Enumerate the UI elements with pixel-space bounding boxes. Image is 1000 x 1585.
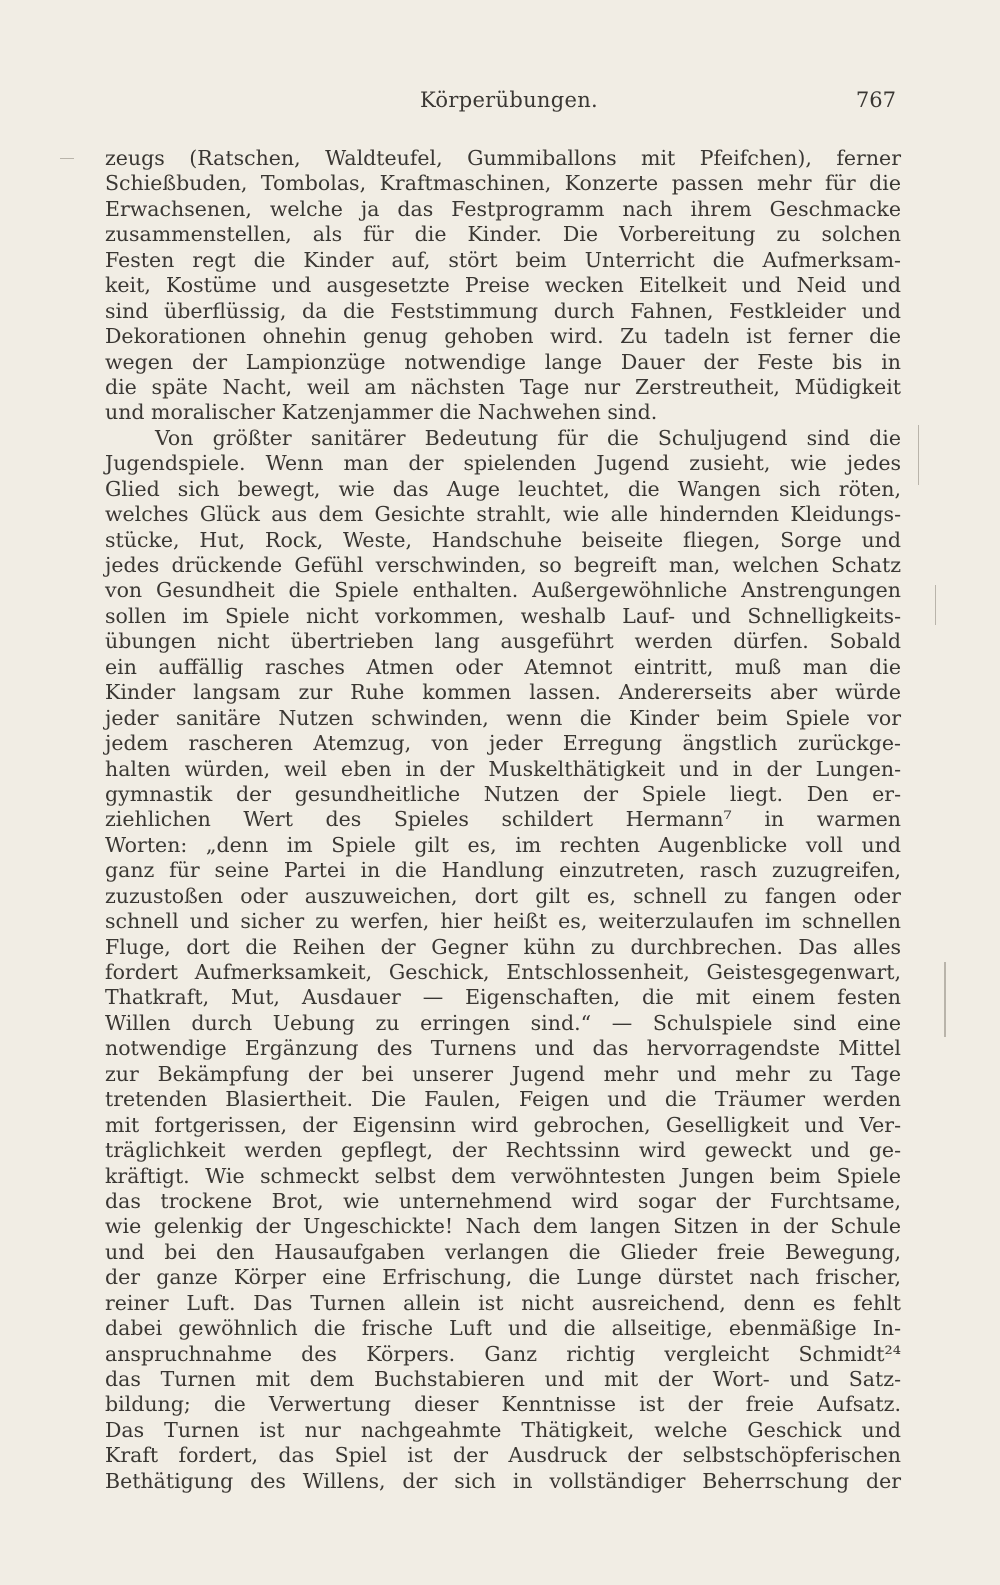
text-line: notwendige Ergänzung des Turnens und das hervorragendste Mittel	[105, 1036, 901, 1061]
text-line: ganz für seine Partei in die Handlung einzutreten, rasch zuzugreifen,	[105, 858, 901, 883]
page-number: 767	[855, 88, 896, 112]
text-line: Das Turnen ist nur nachgeahmte Thätigkeit, welche Geschick und	[105, 1417, 901, 1442]
text-line: der ganze Körper eine Erfrischung, die Lunge dürstet nach frischer,	[105, 1265, 901, 1290]
text-line: ziehlichen Wert des Spieles schildert Hermann⁷ in warmen	[105, 807, 901, 832]
text-line: zur Bekämpfung der bei unserer Jugend mehr und mehr zu Tage	[105, 1061, 901, 1086]
text-line: die späte Nacht, weil am nächsten Tage nur Zerstreutheit, Müdigkeit	[105, 374, 901, 399]
text-line: tretenden Blasiertheit. Die Faulen, Feigen und die Träumer werden	[105, 1087, 901, 1112]
text-line: fordert Aufmerksamkeit, Geschick, Entschlossenheit, Geistesgegenwart,	[105, 960, 901, 984]
text-line: Kinder langsam zur Ruhe kommen lassen. Andererseits aber würde	[105, 680, 901, 705]
text-line: zeugs (Ratschen, Waldteufel, Gummiballons mit Pfeifchen), ferner	[105, 146, 901, 170]
text-line: wie gelenkig der Ungeschickte! Nach dem langen Sitzen in der Schule	[105, 1214, 901, 1239]
margin-line-right-1	[918, 425, 919, 485]
margin-line-right-2	[935, 585, 936, 625]
margin-tick-top	[60, 158, 74, 159]
text-line: Jugendspiele. Wenn man der spielenden Jugend zusieht, wie jedes	[105, 451, 901, 476]
text-line: Erwachsenen, welche ja das Festprogramm nach ihrem Geschmacke	[105, 196, 901, 221]
text-line: kräftigt. Wie schmeckt selbst dem verwöhntesten Jungen beim Spiele	[105, 1163, 901, 1188]
text-line: das trockene Brot, wie unternehmend wird sogar der Furchtsame,	[105, 1188, 901, 1213]
text-line: Bethätigung des Willens, der sich in vollständiger Beherrschung der	[105, 1468, 901, 1493]
body-text	[105, 146, 901, 1494]
text-line: dabei gewöhnlich die frische Luft und die allseitige, ebenmäßige In-	[105, 1316, 901, 1341]
text-line: welches Glück aus dem Gesichte strahlt, wie alle hindernden Kleidungs-	[105, 502, 901, 527]
text-line: wegen der Lampionzüge notwendige lange Dauer der Feste bis in	[105, 349, 901, 374]
text-line: Fluge, dort die Reihen der Gegner kühn zu durchbrechen. Das alles	[105, 934, 901, 959]
text-line: träglichkeit werden gepflegt, der Rechtssinn wird geweckt und ge-	[105, 1138, 901, 1163]
text-line: und moralischer Katzenjammer die Nachwehen sind.	[105, 400, 658, 425]
text-line: jedes drückende Gefühl verschwinden, so begreift man, welchen Schatz	[105, 553, 901, 577]
text-line: halten würden, weil eben in der Muskelthätigkeit und in der Lungen-	[105, 756, 901, 781]
text-line: zusammenstellen, als für die Kinder. Die Vorbereitung zu solchen	[105, 222, 901, 247]
text-line: anspruchnahme des Körpers. Ganz richtig vergleicht Schmidt²⁴	[105, 1341, 901, 1366]
text-line: Glied sich bewegt, wie das Auge leuchtet, die Wangen sich röten,	[105, 476, 901, 501]
page-header	[0, 88, 1000, 118]
text-line: keit, Kostüme und ausgesetzte Preise wecken Eitelkeit und Neid und	[105, 273, 901, 298]
text-line: ein auffällig rasches Atmen oder Atemnot eintritt, muß man die	[105, 654, 901, 679]
text-line: das Turnen mit dem Buchstabieren und mit der Wort- und Satz-	[105, 1367, 901, 1391]
text-line: Festen regt die Kinder auf, stört beim Unterricht die Aufmerksam-	[105, 247, 901, 272]
text-line: Willen durch Uebung zu erringen sind.“ — Schulspiele sind eine	[105, 1010, 901, 1035]
text-line: jeder sanitäre Nutzen schwinden, wenn die Kinder beim Spiele vor	[105, 705, 901, 730]
text-line: jedem rascheren Atemzug, von jeder Erregung ängstlich zurückge-	[105, 731, 901, 756]
text-line: Von größter sanitärer Bedeutung für die Schuljugend sind die	[155, 425, 901, 450]
text-line: bildung; die Verwertung dieser Kenntnisse ist der freie Aufsatz.	[105, 1392, 901, 1417]
text-line: von Gesundheit die Spiele enthalten. Außergewöhnliche Anstrengungen	[105, 578, 901, 603]
text-line: Dekorationen ohnehin genug gehoben wird. Zu tadeln ist ferner die	[105, 324, 901, 349]
text-line: schnell und sicher zu werfen, hier heißt es, weiterzulaufen im schnellen	[105, 909, 901, 934]
text-line: Schießbuden, Tombolas, Kraftmaschinen, Konzerte passen mehr für die	[105, 171, 901, 196]
text-line: und bei den Hausaufgaben verlangen die Glieder freie Bewegung,	[105, 1239, 901, 1264]
text-line: Worten: „denn im Spiele gilt es, im rechten Augenblicke voll und	[105, 832, 901, 857]
text-line: übungen nicht übertrieben lang ausgeführt werden dürfen. Sobald	[105, 629, 901, 654]
text-line: Thatkraft, Mut, Ausdauer — Eigenschaften, die mit einem festen	[105, 985, 901, 1010]
text-line: reiner Luft. Das Turnen allein ist nicht ausreichend, denn es fehlt	[105, 1290, 901, 1315]
margin-line-right-3	[944, 962, 946, 1037]
text-line: sind überflüssig, da die Feststimmung durch Fahnen, Festkleider und	[105, 298, 901, 323]
text-line: sollen im Spiele nicht vorkommen, weshalb Lauf- und Schnelligkeits-	[105, 603, 901, 628]
text-line: stücke, Hut, Rock, Weste, Handschuhe beiseite fliegen, Sorge und	[105, 527, 901, 552]
text-line: zuzustoßen oder auszuweichen, dort gilt es, schnell zu fangen oder	[105, 883, 901, 908]
text-line: mit fortgerissen, der Eigensinn wird gebrochen, Geselligkeit und Ver-	[105, 1112, 901, 1137]
running-head: Körperübungen.	[420, 88, 599, 112]
text-line: gymnastik der gesundheitliche Nutzen der Spiele liegt. Den er-	[105, 781, 901, 806]
text-line: Kraft fordert, das Spiel ist der Ausdruck der selbstschöpferischen	[105, 1443, 901, 1468]
